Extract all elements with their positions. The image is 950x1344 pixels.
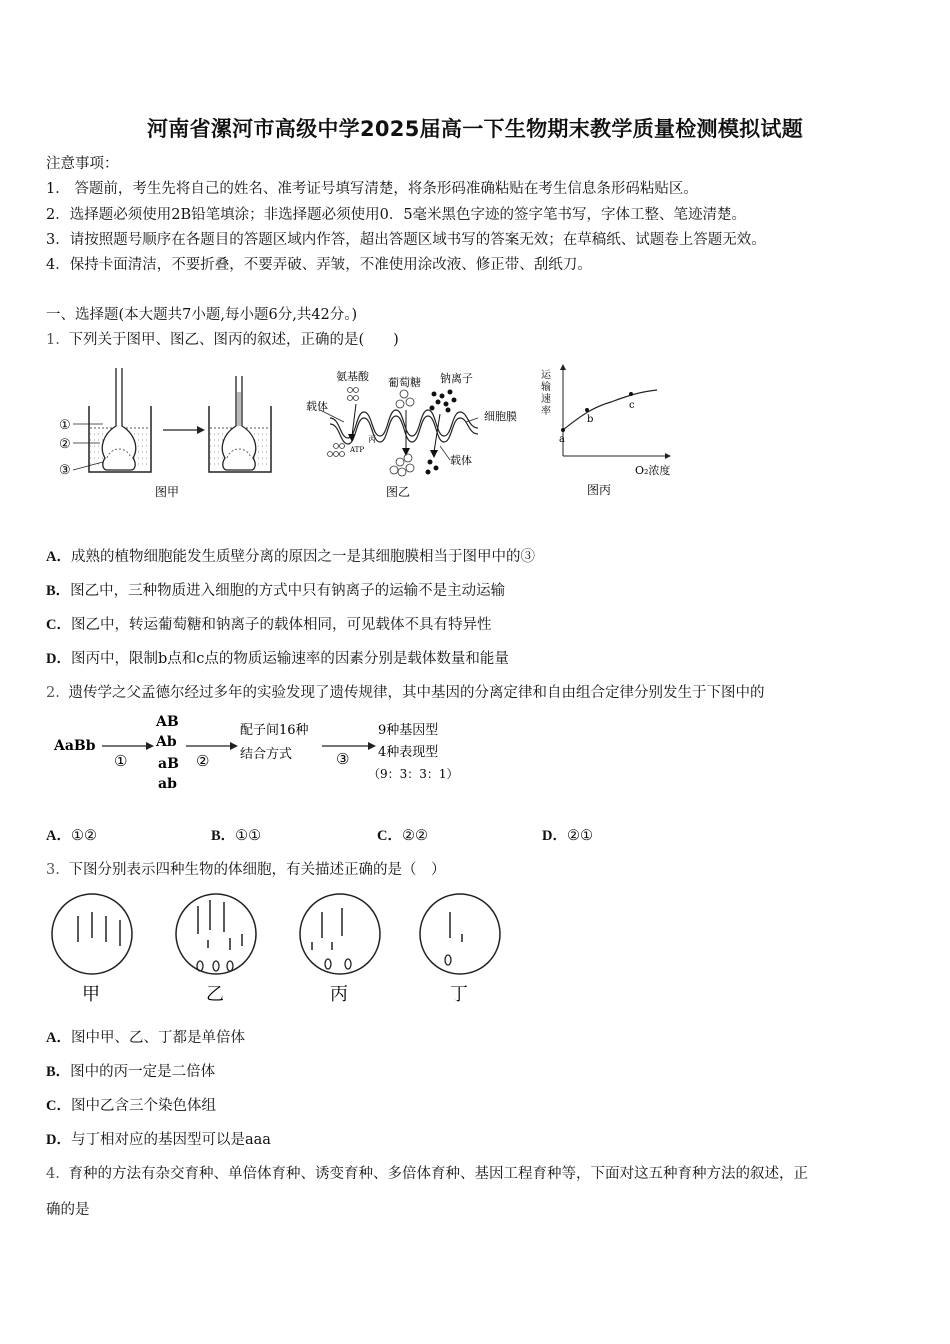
q2-option-c[interactable]: C．②② [377, 828, 428, 844]
label-carrier-1: 载体 [306, 400, 328, 413]
point-a: a [559, 434, 565, 445]
question-number: 2. [46, 685, 60, 701]
q3-option-b[interactable]: B．图中的丙一定是二倍体 [46, 1064, 216, 1080]
section-heading: 一、选择题(本大题共7小题,每小题6分,共42分。) [46, 307, 358, 323]
caption-bing: 图丙 [587, 483, 612, 497]
page-title: 河南省漯河市高级中学2025届高一下生物期末教学质量检测模拟试题 [146, 117, 804, 141]
q1-option-d[interactable]: D．图丙中，限制b点和c点的物质运输速率的因素分别是载体数量和能量 [46, 651, 509, 667]
q1-option-b[interactable]: B．图乙中，三种物质进入细胞的方式中只有钠离子的运输不是主动运输 [46, 583, 506, 599]
notice-item: 4．保持卡面清洁，不要折叠，不要弄破、弄皱，不准使用涂改液、修正带、刮纸刀。 [46, 257, 592, 273]
question-number: 1. [46, 332, 60, 348]
question-text: 育种的方法有杂交育种、单倍体育种、诱变育种、多倍体育种、基因工程育种等，下面对这五种育种方法的叙述，正 [68, 1166, 808, 1182]
label-1: ① [59, 418, 71, 433]
caption-jia: 图甲 [155, 485, 180, 499]
question-1-stem [46, 328, 399, 349]
label-3: ③ [59, 463, 71, 478]
combo-line: 结合方式 [240, 747, 293, 762]
cell-ding [420, 894, 500, 1005]
gamete: Ab [156, 734, 177, 750]
cell-bing [300, 894, 380, 1005]
figure-q2-genetics [50, 708, 490, 798]
label-amino: 氨基酸 [336, 370, 369, 383]
figure-yi [300, 366, 530, 504]
q2-option-d[interactable]: D．②① [542, 828, 593, 844]
notice-item: 1． 答题前，考生先将自己的姓名、准考证号填写清楚，将条形码准确粘贴在考生信息条形码粘贴区。 [46, 181, 698, 197]
q2-option-a[interactable]: A．①② [46, 828, 97, 844]
q1-option-c[interactable]: C．图乙中，转运葡萄糖和钠离子的载体相同，可见载体不具有特异性 [46, 617, 492, 633]
label-atp: ATP [350, 446, 365, 454]
cell-label: 甲 [82, 984, 100, 1005]
result-line: 4种表现型 [378, 745, 439, 760]
question-3-stem [46, 858, 445, 879]
cell-label: 丙 [330, 984, 348, 1005]
q1-option-a[interactable]: A．成熟的植物细胞能发生质壁分离的原因之一是其细胞膜相当于图甲中的③ [46, 549, 535, 565]
point-b: b [587, 414, 594, 425]
cell-label: 乙 [206, 984, 224, 1005]
q3-option-a[interactable]: A．图中甲、乙、丁都是单倍体 [46, 1030, 245, 1046]
ylabel-char: 率 [541, 406, 551, 417]
question-4-stem-cont: 确的是 [46, 1202, 90, 1218]
question-text: 下列关于图甲、图乙、图丙的叙述，正确的是( ) [68, 332, 399, 348]
gamete: AB [156, 714, 179, 730]
label-membrane: 细胞膜 [484, 410, 517, 423]
figure-q3-cells [50, 888, 510, 1010]
step-2: ② [196, 752, 210, 770]
question-4-stem [46, 1162, 808, 1183]
notice-heading: 注意事项： [46, 156, 119, 172]
step-1: ① [114, 752, 128, 770]
question-text: 下图分别表示四种生物的体细胞，有关描述正确的是（ ） [68, 862, 446, 878]
q3-option-c[interactable]: C．图中乙含三个染色体组 [46, 1098, 216, 1114]
ylabel-char: 输 [541, 382, 551, 393]
q2-option-b[interactable]: B．①① [211, 828, 262, 844]
figure-bing [535, 362, 695, 504]
question-number: 4. [46, 1166, 60, 1182]
cell-yi [176, 894, 256, 1005]
xlabel: O₂浓度 [635, 464, 671, 477]
point-c: c [629, 400, 635, 411]
question-text: 遗传学之父孟德尔经过多年的实验发现了遗传规律，其中基因的分离定律和自由组合定律分别发生于下图中的 [68, 685, 765, 701]
figure-jia [55, 368, 295, 503]
result-line: 9种基因型 [378, 723, 439, 738]
ylabel-char: 运 [541, 370, 551, 381]
notice-item: 3．请按照题号顺序在各题目的答题区域内作答，超出答题区域书写的答案无效；在草稿纸、试题卷上答题无效。 [46, 232, 766, 248]
label-2: ② [59, 437, 71, 452]
q3-option-d[interactable]: D．与丁相对应的基因型可以是aaa [46, 1132, 271, 1148]
cell-label: 丁 [450, 984, 468, 1005]
label-bing: 丙 [368, 435, 376, 444]
gamete: aB [158, 756, 179, 772]
result-ratio: （9：3：3：1） [368, 767, 459, 781]
question-2-stem [46, 681, 764, 702]
question-number: 3. [46, 862, 60, 878]
caption-yi: 图乙 [386, 485, 411, 499]
gamete: ab [158, 776, 177, 792]
step-3: ③ [336, 750, 350, 768]
label-carrier-2: 载体 [450, 454, 472, 467]
ylabel-char: 速 [541, 394, 551, 405]
parent-genotype: AaBb [54, 738, 96, 754]
label-sodium: 钠离子 [440, 372, 473, 385]
combo-line: 配子间16种 [240, 723, 309, 738]
cell-jia [52, 894, 132, 1005]
label-glucose: 葡萄糖 [388, 376, 421, 389]
notice-item: 2．选择题必须使用2B铅笔填涂；非选择题必须使用0．5毫米黑色字迹的签字笔书写，字体工整、笔迹清楚。 [46, 207, 747, 223]
